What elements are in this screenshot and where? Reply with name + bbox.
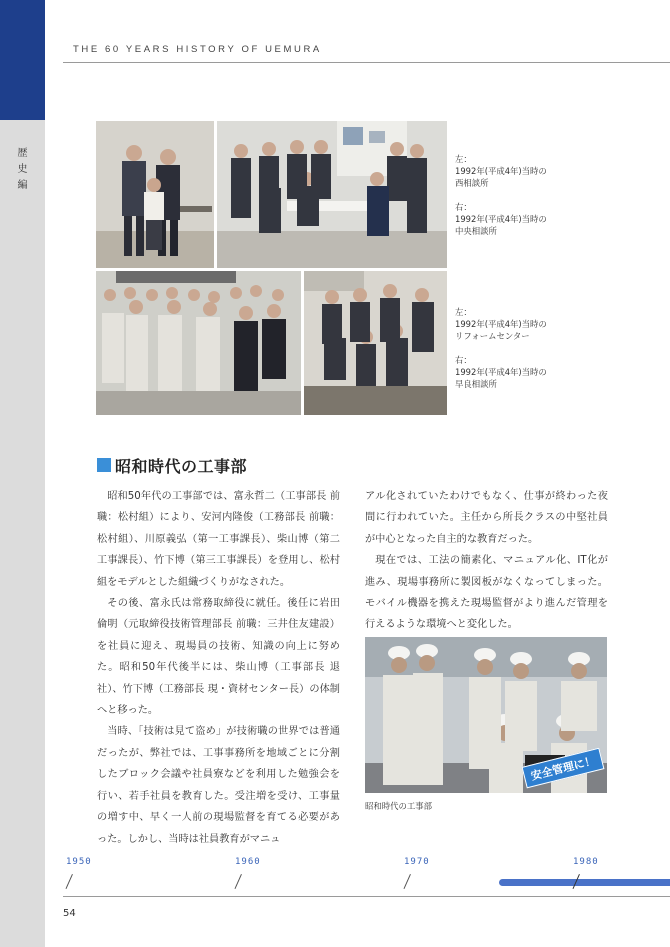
section-heading: [97, 454, 247, 476]
page-number: 54: [63, 908, 76, 919]
sidebar: [0, 0, 45, 947]
body-column-right: [365, 486, 608, 636]
paragraph: 当時、「技術は見て盗め」が技術職の世界では普通だったが、弊社では、工事事務所を地域ごとに分割したブロック会議や社員寮などを利用した勉強会を行い、若手社員を教育した。受注増を受け、工事量の増す中、早く一人前の現場監督を育てる必要があった。しかし、当時は社員教育がマニュ: [97, 726, 340, 845]
timeline-tick: [403, 874, 410, 889]
sidebar-char: 編: [17, 180, 28, 191]
timeline-year: 1950: [66, 857, 92, 867]
sidebar-color-block: [0, 0, 45, 120]
photo-reform-center: [96, 271, 301, 415]
section-title: 昭和時代の工事部: [115, 456, 248, 476]
timeline-tick: [234, 874, 241, 889]
paragraph: その後、富永氏は常務取締役に就任。後任に岩田倫明（元取締役技術管理部長 前職：三井住友建設）を社員に迎え、現場員の技術、知識の向上に努めた。昭和50年代後半には、柴山博（工事部長 退社）、竹下博（工務部長 現・資材センター長）の体制へと移った。: [97, 598, 340, 717]
timeline-year: 1970: [404, 857, 430, 867]
paragraph: アル化されていたわけでもなく、仕事が終わった夜間に行われていた。主任から所長クラスの中堅社員が中心となった自主的な教育だった。: [365, 491, 608, 545]
photo-sawara-office: [304, 271, 447, 415]
timeline-current-era-bar: [499, 879, 670, 886]
safety-banner: 安全管理に！: [522, 748, 605, 789]
timeline-tick: [65, 874, 72, 889]
timeline-year: 1980: [573, 857, 599, 867]
heading-square-icon: [97, 458, 111, 472]
body-column-left: [97, 486, 340, 850]
photo-caption-top: 左： 1992年(平成4年)当時の 西相談所 右： 1992年(平成4年)当時の 中央相談所: [455, 154, 547, 236]
sidebar-char: 史: [17, 164, 28, 175]
photo-caption-bottom: 左： 1992年(平成4年)当時の リフォームセンター 右： 1992年(平成4年)当時の 早良相談所: [455, 307, 547, 389]
photo-nishi-office: [96, 121, 214, 268]
photo-caption-crew: 昭和時代の工事部: [365, 801, 432, 811]
sidebar-char: 歴: [17, 148, 28, 159]
photo-construction-crew: [365, 637, 607, 793]
page-header-title: THE 60 YEARS HISTORY OF UEMURA: [73, 44, 322, 55]
paragraph: 現在では、工法の簡素化、マニュアル化、IT化が進み、現場事務所に製図板がなくなってしまった。モバイル機器を携えた現場監督がより進んだ管理を行えるような環境へと変化した。: [365, 555, 608, 631]
header-divider: [63, 62, 670, 63]
paragraph: 昭和50年代の工事部では、富永哲二（工事部長 前職：松村組）により、安河内隆俊（工務部長 前職：松村組）、川原義弘（第一工事課長）、柴山博（第二工事課長）、竹下博（第三工事課長）を登用し、松村組をモデルとした組織づくりがなされた。: [97, 491, 340, 588]
photo-chuo-office: [217, 121, 447, 268]
timeline-year: 1960: [235, 857, 261, 867]
timeline-divider: [63, 896, 670, 897]
sidebar-section-label: [0, 146, 45, 194]
